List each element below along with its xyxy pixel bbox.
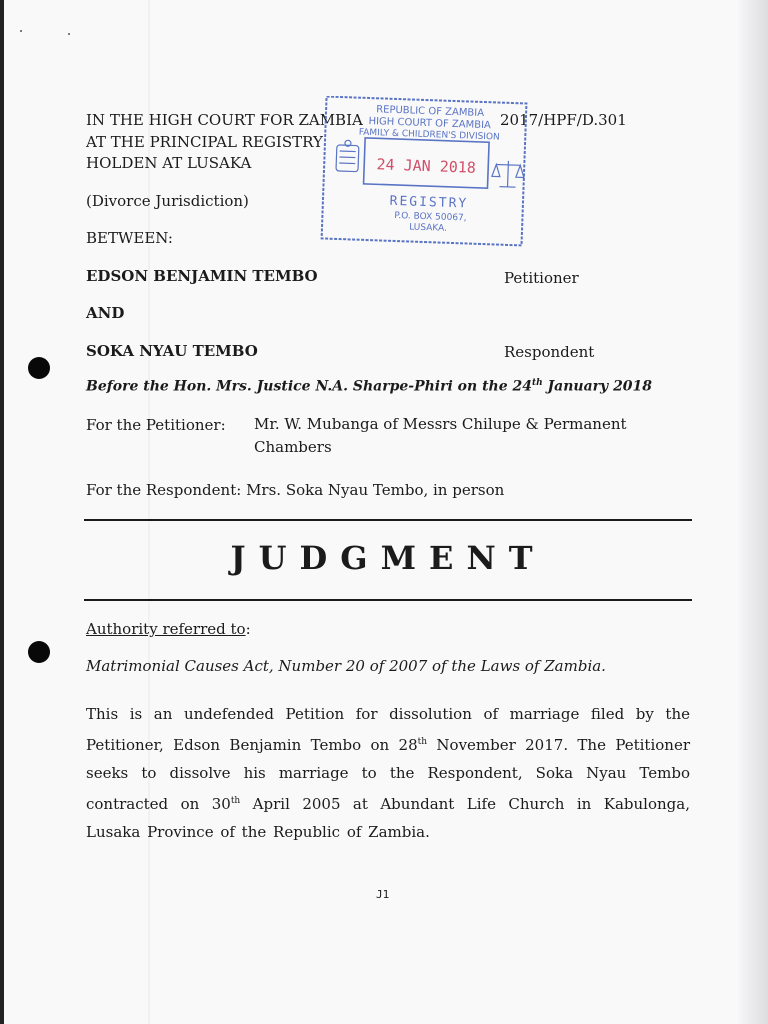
authority-heading: Authority referred to xyxy=(86,620,246,638)
punch-hole-upper xyxy=(28,357,50,379)
ordinal-suffix-2: th xyxy=(230,796,241,806)
respondent-counsel-value: Mrs. Soka Nyau Tembo, in person xyxy=(246,481,505,499)
petitioner-role: Petitioner xyxy=(504,269,579,287)
stamp-date: 24 JAN 2018 xyxy=(376,155,477,177)
petitioner-counsel-value: Mr. W. Mubanga of Messrs Chilupe & Permanent Chambers xyxy=(254,415,627,456)
bench-line xyxy=(86,378,652,395)
petitioner-counsel-label: For the Petitioner: xyxy=(86,416,226,434)
stamp-text-city: LUSAKA. xyxy=(408,222,448,234)
ordinal-suffix-1: th xyxy=(417,737,428,747)
judgment-paragraph xyxy=(86,700,690,846)
court-registry-stamp xyxy=(318,96,532,248)
coat-of-arms-icon xyxy=(336,140,359,172)
and-label: AND xyxy=(86,304,125,322)
scan-right-edge xyxy=(738,0,768,1024)
paragraph-text-part-1: This is an undefended Petition for dissolution of marriage filed by the Petitioner, Edson Benjamin Tembo on 28 xyxy=(86,705,690,754)
bench-text: Before the Hon. Mrs. Justice N.A. Sharpe-Phiri on the 24 xyxy=(86,378,532,395)
authority-item: Matrimonial Causes Act, Number 20 of 2007 of the Laws of Zambia. xyxy=(86,657,606,675)
stamp-text-republic: REPUBLIC OF ZAMBIA xyxy=(375,104,485,120)
court-name: IN THE HIGH COURT FOR ZAMBIA xyxy=(86,111,363,129)
title-rule-bottom xyxy=(84,599,692,601)
court-registry: AT THE PRINCIPAL REGISTRY xyxy=(86,133,323,151)
respondent-name: SOKA NYAU TEMBO xyxy=(86,342,258,360)
case-number: 2017/HPF/D.301 xyxy=(500,111,627,129)
stamp-graphic xyxy=(318,96,532,248)
jurisdiction: (Divorce Jurisdiction) xyxy=(86,192,249,210)
authority-colon: : xyxy=(245,620,251,638)
scan-speck xyxy=(68,33,70,35)
stamp-text-registry: REGISTRY xyxy=(389,193,469,212)
respondent-counsel xyxy=(86,481,504,499)
respondent-role: Respondent xyxy=(504,343,595,361)
page-number: J1 xyxy=(376,888,390,901)
between-label: BETWEEN: xyxy=(86,229,173,247)
petitioner-name: EDSON BENJAMIN TEMBO xyxy=(86,267,318,285)
stamp-text-high-court: HIGH COURT OF ZAMBIA xyxy=(368,116,492,132)
title-rule-top xyxy=(84,519,692,521)
scan-left-edge xyxy=(0,0,4,1024)
court-location: HOLDEN AT LUSAKA xyxy=(86,154,252,172)
paragraph-text-part-2: November 2017. The Petitioner seeks to dissolve his marriage to the Respondent, Soka Nyau Tembo contracted on 30 xyxy=(86,736,690,813)
document-title: JUDGMENT xyxy=(230,539,546,577)
stamp-text-po-box: P.O. BOX 50067, xyxy=(394,210,467,224)
scan-speck xyxy=(20,30,22,32)
bench-date-tail: January 2018 xyxy=(542,378,653,395)
respondent-counsel-label: For the Respondent: xyxy=(86,481,242,499)
stamp-text-division: FAMILY & CHILDREN'S DIVISION xyxy=(358,127,500,143)
scales-of-justice-icon xyxy=(492,160,525,187)
punch-hole-lower xyxy=(28,641,50,663)
authority-heading-line xyxy=(86,620,251,638)
paragraph-text-part-3: April 2005 at Abundant Life Church in Kabulonga, Lusaka Province of the Republic of Zambia. xyxy=(86,795,690,841)
bench-date-suffix: th xyxy=(531,378,543,388)
